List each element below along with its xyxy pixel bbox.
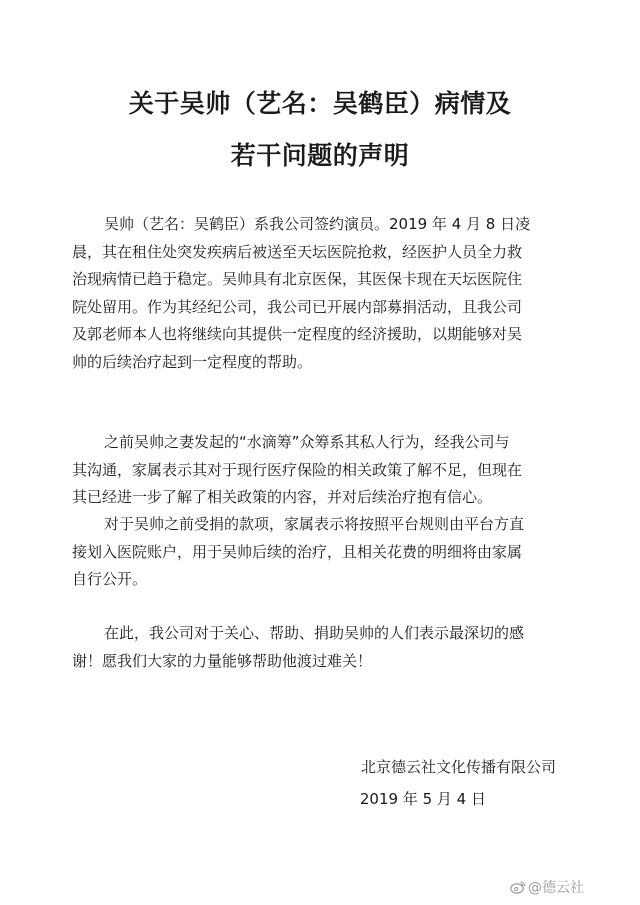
paragraph-2 <box>72 429 572 512</box>
weibo-icon <box>510 880 526 894</box>
signature-company: 北京德云社文化传播有限公司 <box>360 758 556 776</box>
paragraph-line: 在此，我公司对于关心、帮助、捐助吴帅的人们表示最深切的感 <box>104 624 525 642</box>
weibo-watermark <box>510 877 584 897</box>
paragraph-line: 其已经进一步了解了相关政策的内容，并对后续治疗抱有信心。 <box>72 488 493 506</box>
paragraph-line: 晨，其在租住处突发疾病后被送至天坛医院抢救，经医护人员全力救 <box>72 242 523 261</box>
paragraph-1 <box>72 211 572 376</box>
paragraph-4 <box>72 620 572 675</box>
paragraph-line: 吴帅（艺名：吴鹤臣）系我公司签约演员。2019 年 4 月 8 日凌 <box>104 215 531 233</box>
document-title-line-2: 若干问题的声明 <box>230 141 410 170</box>
paragraph-line: 院处留用。作为其经纪公司，我公司已开展内部募捐活动，且我公司 <box>72 297 523 316</box>
paragraph-line: 及郭老师本人也将继续向其提供一定程度的经济援助，以期能够对吴 <box>72 325 523 343</box>
paragraph-3 <box>72 511 572 594</box>
paragraph-line: 之前吴帅之妻发起的“水滴筹”众筹系其私人行为，经我公司与 <box>104 433 510 451</box>
signature-date: 2019 年 5 月 4 日 <box>359 790 486 808</box>
document-title-line-1: 关于吴帅（艺名：吴鹤臣）病情及 <box>128 89 512 118</box>
paragraph-line: 接划入医院账户，用于吴帅后续的治疗，且相关花费的明细将由家属 <box>72 542 523 561</box>
paragraph-line: 其沟通，家属表示其对于现行医疗保险的相关政策了解不足，但现在 <box>72 460 523 479</box>
paragraph-line: 对于吴帅之前受捐的款项，家属表示将按照平台规则由平台方直 <box>104 515 525 533</box>
paragraph-line: 治现病情已趋于稳定。吴帅具有北京医保，其医保卡现在天坛医院住 <box>72 270 523 288</box>
paragraph-line: 谢！愿我们大家的力量能够帮助他渡过难关！ <box>72 651 373 670</box>
paragraph-line: 自行公开。 <box>72 570 148 588</box>
watermark-text: @德云社 <box>528 880 584 896</box>
paragraph-line: 帅的后续治疗起到一定程度的帮助。 <box>72 352 313 371</box>
